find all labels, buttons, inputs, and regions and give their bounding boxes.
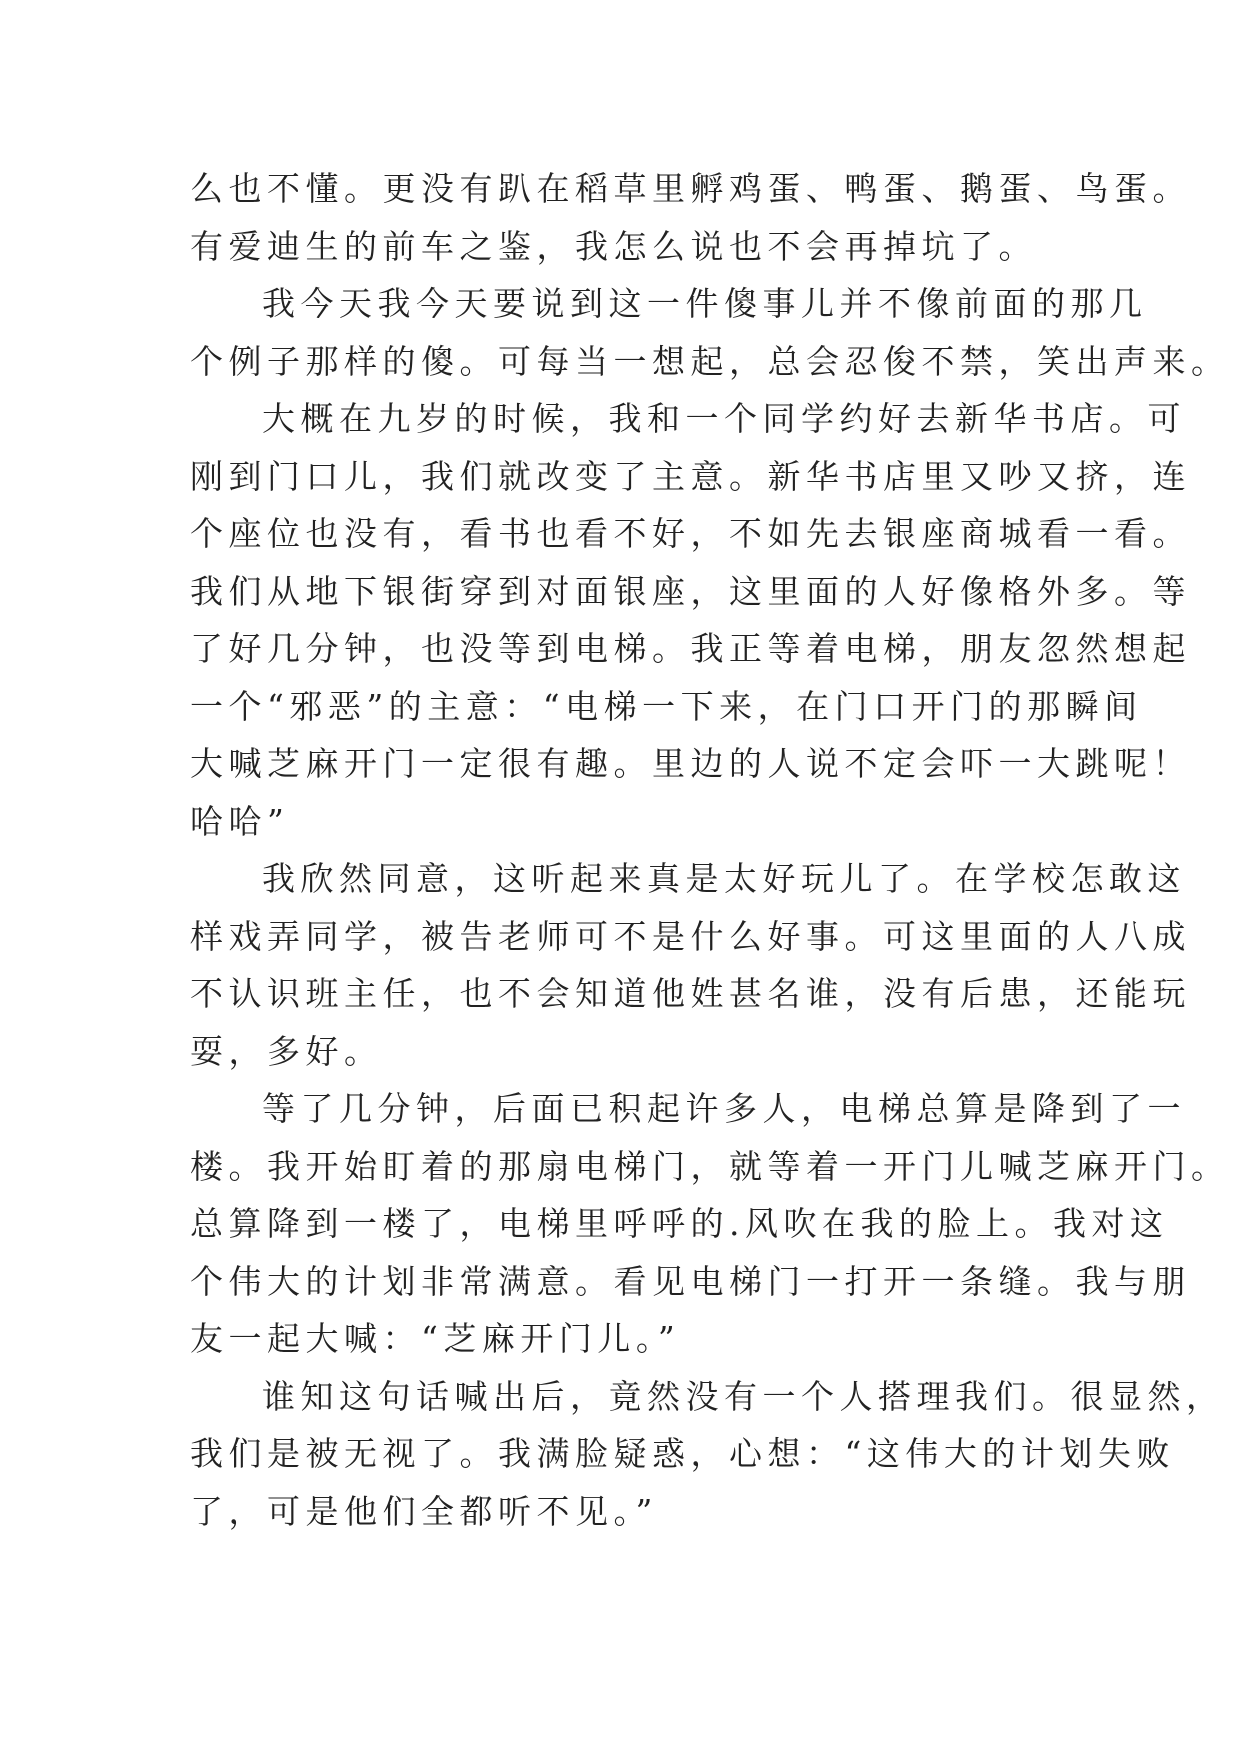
text-line: 我欣然同意，这听起来真是太好玩儿了。在学校怎敢这 — [262, 859, 1186, 898]
text-line: 谁知这句话喊出后，竟然没有一个人搭理我们。很显然， — [262, 1376, 1225, 1416]
text-line: 我今天我今天要说到这一件傻事儿并不像前面的那几 — [262, 284, 1148, 323]
text-line: 总算降到一楼了，电梯里呼呼的.风吹在我的脸上。我对这 — [190, 1204, 1169, 1243]
text-line: 个例子那样的傻。可每当一想起，总会忍俊不禁，笑出声来。 — [190, 341, 1230, 381]
text-line: 有爱迪生的前车之鉴，我怎么说也不会再掉坑了。 — [190, 226, 1037, 266]
body-text — [190, 160, 1230, 1540]
text-line: 了，可是他们全都听不见。” — [190, 1491, 658, 1531]
text-line: 友一起大喊：“芝麻开门儿。” — [190, 1319, 681, 1358]
text-line: 等了几分钟，后面已积起许多人，电梯总算是降到了一 — [262, 1089, 1186, 1128]
text-line: 大概在九岁的时候，我和一个同学约好去新华书店。可 — [262, 399, 1186, 438]
text-line: 哈哈” — [190, 801, 290, 841]
text-line: 了好几分钟，也没等到电梯。我正等着电梯，朋友忽然想起 — [190, 629, 1191, 668]
text-line: 个伟大的计划非常满意。看见电梯门一打开一条缝。我与朋 — [190, 1261, 1191, 1301]
text-line: 大喊芝麻开门一定很有趣。里边的人说不定会吓一大跳呢！ — [190, 744, 1191, 783]
text-line: 不认识班主任，也不会知道他姓甚名谁，没有后患，还能玩 — [190, 974, 1191, 1013]
text-line: 我们是被无视了。我满脸疑惑，心想：“这伟大的计划失败 — [190, 1434, 1175, 1473]
text-line: 一个“邪恶”的主意：“电梯一下来，在门口开门的那瞬间 — [190, 686, 1143, 726]
text-line: 样戏弄同学，被告老师可不是什么好事。可这里面的人八成 — [190, 916, 1191, 956]
text-line: 刚到门口儿，我们就改变了主意。新华书店里又吵又挤，连 — [190, 456, 1191, 496]
text-line: 么也不懂。更没有趴在稻草里孵鸡蛋、鸭蛋、鹅蛋、鸟蛋。 — [190, 169, 1191, 208]
text-line: 耍，多好。 — [190, 1031, 383, 1071]
text-line: 我们从地下银街穿到对面银座，这里面的人好像格外多。等 — [190, 571, 1191, 611]
text-line: 个座位也没有，看书也看不好，不如先去银座商城看一看。 — [190, 514, 1191, 553]
text-line: 楼。我开始盯着的那扇电梯门，就等着一开门儿喊芝麻开门。 — [190, 1146, 1230, 1186]
